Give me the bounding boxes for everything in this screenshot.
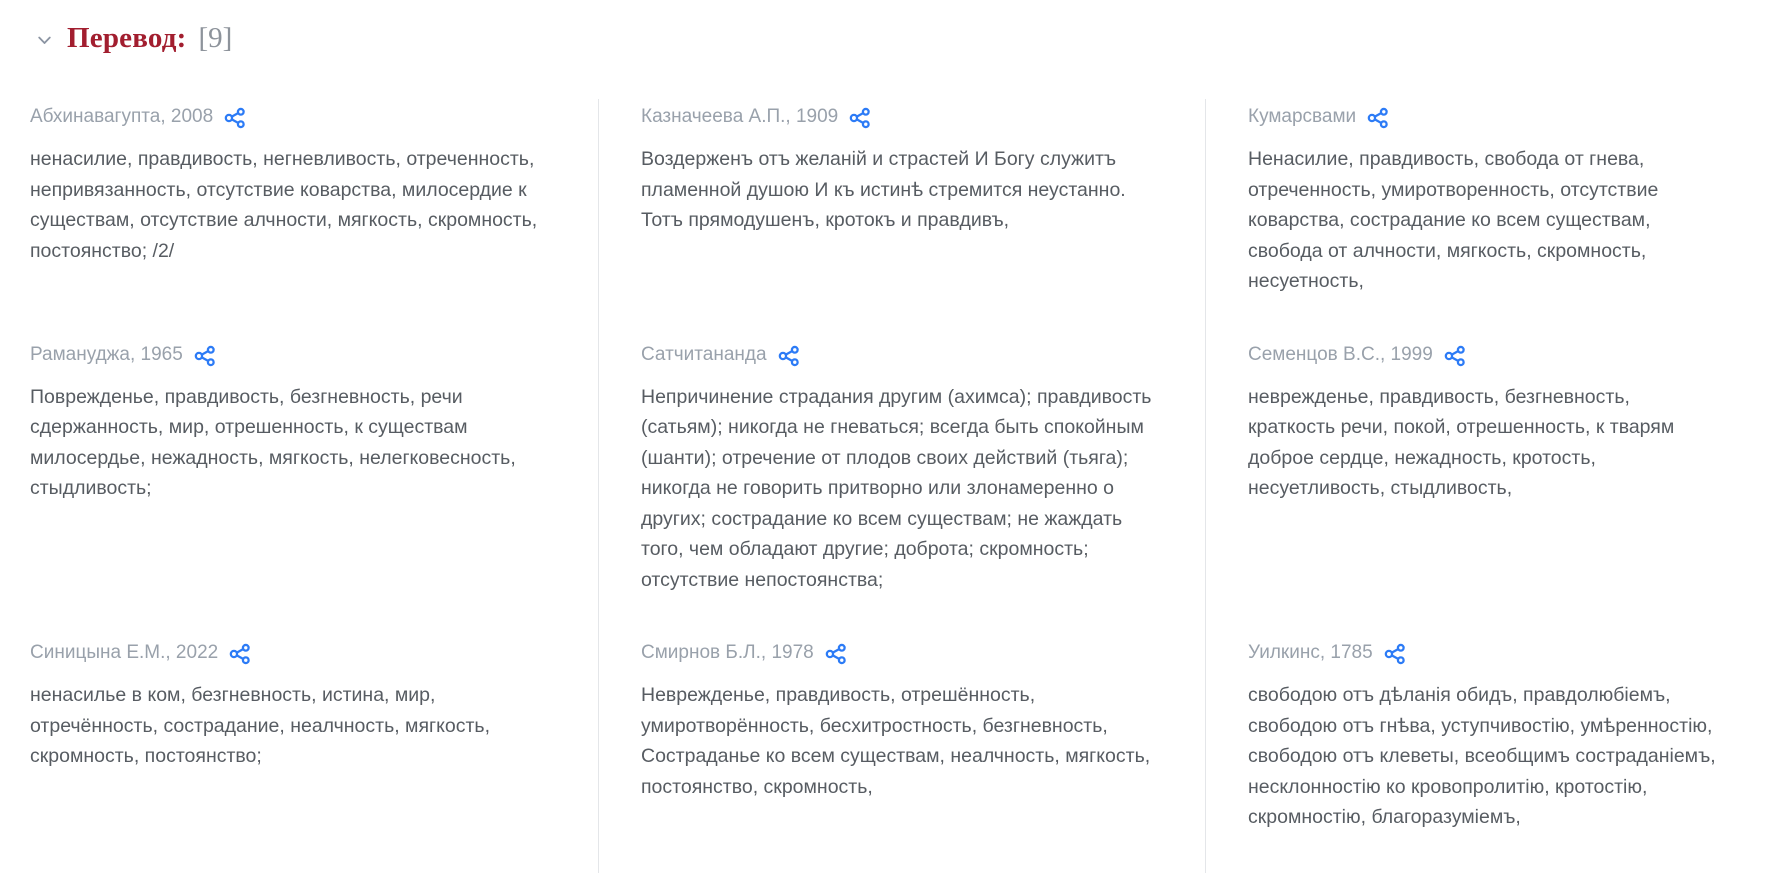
translation-text: Неврежденье, правдивость, отрешённость, умиротворённость, бесхитростность, безгневность, Состраданье ко всем существам, неалчность, мягкость, постоянство, скромность, xyxy=(641,684,1151,798)
share-icon xyxy=(849,107,871,129)
translation-author-label: Синицына Е.М., 2022 xyxy=(30,642,219,663)
translation-card xyxy=(30,99,598,337)
share-icon xyxy=(194,345,216,367)
share-button[interactable] xyxy=(1367,107,1389,129)
section-header-perevod[interactable] xyxy=(36,22,1763,55)
share-icon xyxy=(1384,643,1406,665)
translation-author-label: Рамануджа, 1965 xyxy=(30,343,183,365)
share-icon xyxy=(224,107,246,129)
chevron-down-icon[interactable] xyxy=(36,32,53,49)
translation-author-label: Семенцов В.С., 1999 xyxy=(1248,343,1433,365)
translation-author-label: Казначеева А.П., 1909 xyxy=(641,106,839,127)
share-button[interactable] xyxy=(229,643,251,665)
share-button[interactable] xyxy=(778,345,800,367)
translation-text: Ненасилие, правдивость, свобода от гнева, отреченность, умиротворенность, отсутствие коварства, сострадание ко всем существам, свобода от алчности, мягкость, скромность, несуетность, xyxy=(1248,148,1659,292)
translation-text: свободою отъ дѣланія обидъ, правдолюбіемъ, свободою отъ гнѣва, уступчивостію, умѣренностію, свободою отъ клеветы, всеобщимъ состраданіемъ, несклонностію ко кровопролитію, кротостію, скромностію, благоразуміемъ, xyxy=(1248,684,1716,828)
translation-card-header xyxy=(641,103,1161,131)
translation-card xyxy=(1205,635,1761,873)
share-icon xyxy=(1444,345,1466,367)
translation-author-label: Смирнов Б.Л., 1978 xyxy=(641,642,814,663)
share-button[interactable] xyxy=(849,107,871,129)
translations-grid xyxy=(30,99,1763,873)
translation-card-header xyxy=(641,639,1161,667)
translation-card xyxy=(598,635,1205,873)
share-button[interactable] xyxy=(194,345,216,367)
translation-card xyxy=(1205,337,1761,636)
translation-author-label: Кумарсвами xyxy=(1248,106,1357,127)
translation-card-header xyxy=(30,639,554,667)
share-button[interactable] xyxy=(825,643,847,665)
share-button[interactable] xyxy=(224,107,246,129)
share-icon xyxy=(1367,107,1389,129)
translation-card xyxy=(30,337,598,636)
translation-text: Воздерженъ отъ желаній и страстей И Богу служитъ пламенной душою И къ истинѣ стремится неустанно. Тотъ прямодушенъ, кротокъ и правдивъ, xyxy=(641,148,1126,231)
translation-text: Поврежденье, правдивость, безгневность, речи сдержанность, мир, отрешенность, к существам милосердье, нежадность, мягкость, нелегковесность, стыдливость; xyxy=(30,385,516,499)
translation-card xyxy=(598,337,1205,636)
translation-text: ненасилие, правдивость, негневливость, отреченность, непривязанность, отсутствие коварства, милосердие к существам, отсутствие алчности, мягкость, скромность, постоянство; /2/ xyxy=(30,148,538,262)
share-icon xyxy=(778,345,800,367)
translation-card-header xyxy=(1248,103,1717,131)
translation-card xyxy=(30,635,598,873)
share-button[interactable] xyxy=(1384,643,1406,665)
translation-card-header xyxy=(641,341,1161,369)
section-count-badge: [9] xyxy=(198,22,233,54)
translation-text: ненасилье в ком, безгневность, истина, мир, отречённость, сострадание, неалчность, мягкость, скромность, постоянство; xyxy=(30,684,490,767)
translation-card xyxy=(1205,99,1761,337)
translation-author-label: Сатчитананда xyxy=(641,343,767,365)
translation-text: неврежденье, правдивость, безгневность, краткость речи, покой, отрешенность, к тварям доброе сердце, нежадность, кротость, несуетливость, стыдливость, xyxy=(1248,385,1675,499)
translation-card-header xyxy=(1248,639,1717,667)
translation-card-header xyxy=(1248,341,1717,369)
translation-author-label: Абхинавагупта, 2008 xyxy=(30,106,214,127)
translation-text: Непричинение страдания другим (ахимса); правдивость (сатьям); никогда не гневаться; всегда быть спокойным (шанти); отречение от плодов своих действий (тьяга); никогда не говорить притворно или злонамеренно о других; сострадание ко всем существам; не жаждать того, чем обладают другие; доброта; скромность; отсутствие непостоянства; xyxy=(641,385,1152,591)
translation-author-label: Уилкинс, 1785 xyxy=(1248,642,1373,663)
share-icon xyxy=(825,643,847,665)
translation-card-header xyxy=(30,103,554,131)
section-title: Перевод: xyxy=(67,22,187,54)
translation-card-header xyxy=(30,341,554,369)
translation-card xyxy=(598,99,1205,337)
share-icon xyxy=(229,643,251,665)
share-button[interactable] xyxy=(1444,345,1466,367)
